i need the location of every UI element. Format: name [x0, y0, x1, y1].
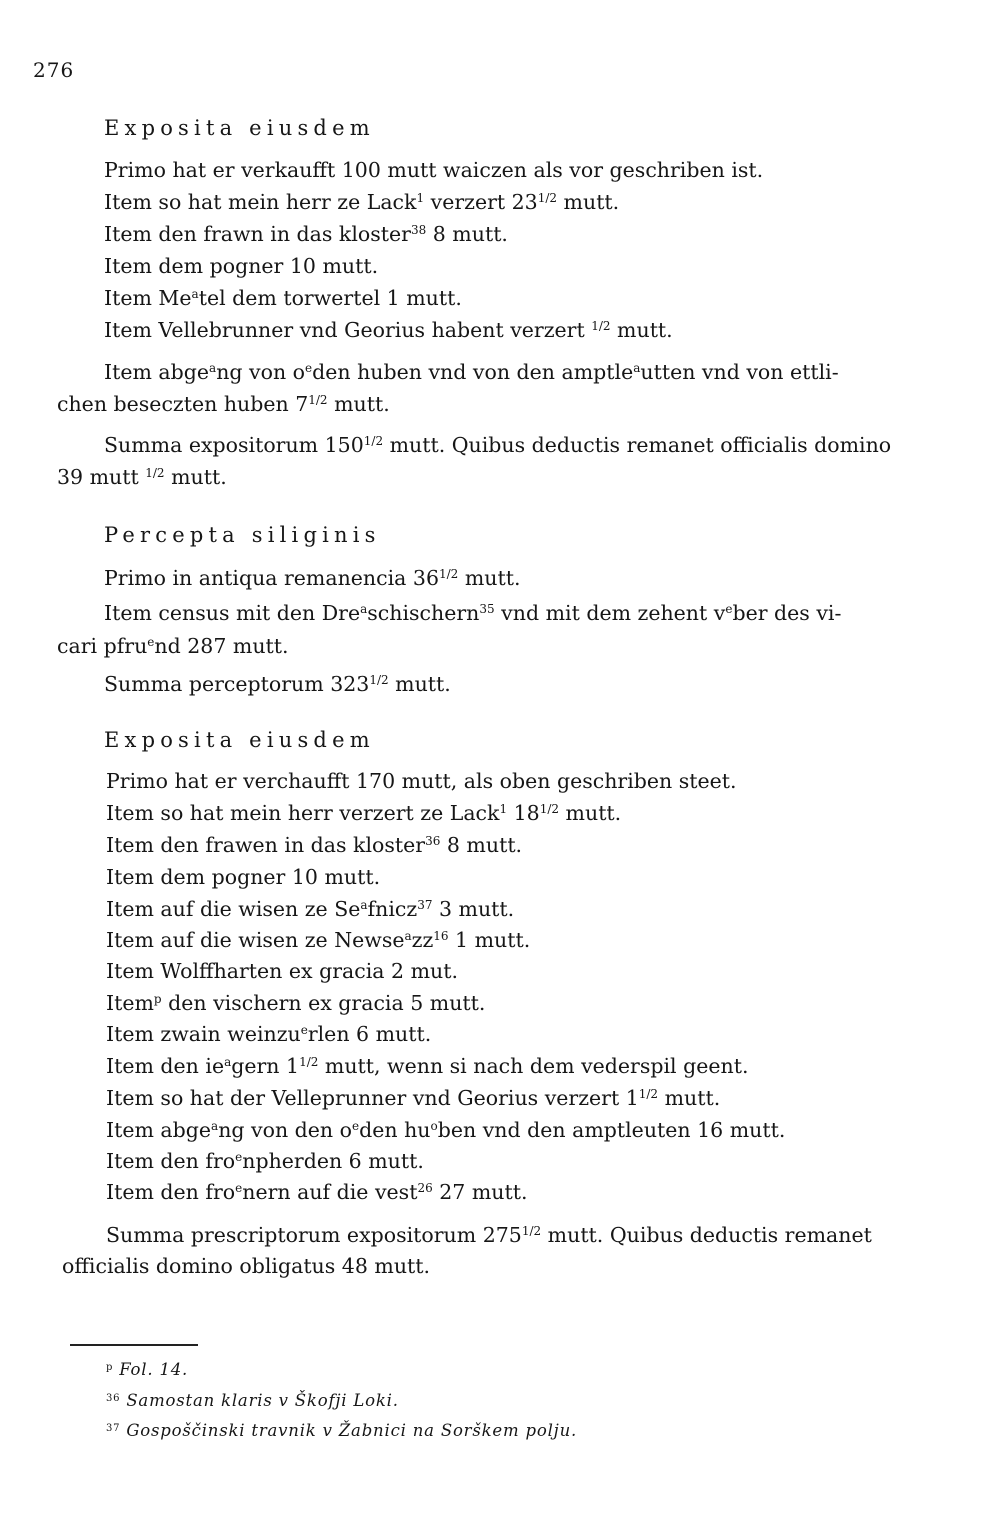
line-text: Item dem pogner 10 mutt. — [106, 865, 381, 889]
text-line — [104, 318, 673, 342]
superscript: a — [211, 1119, 219, 1133]
line-text: Item so hat mein herr verzert ze Lack — [106, 801, 500, 825]
superscript: o — [430, 1119, 438, 1133]
line-text: mutt. — [658, 1086, 721, 1110]
line-text: zz — [411, 928, 434, 952]
text-line — [106, 959, 458, 983]
section-heading: Percepta siliginis — [104, 523, 381, 547]
line-text: ben vnd den amptleuten 16 mutt. — [437, 1118, 786, 1142]
superscript: 36 — [425, 834, 441, 848]
line-text: Item census mit den Dre — [104, 601, 361, 625]
superscript: a — [209, 361, 217, 375]
line-text: 8 mutt. — [426, 222, 508, 246]
line-text: mutt. — [164, 465, 227, 489]
text-line — [104, 360, 839, 384]
line-text: Item den fro — [106, 1180, 236, 1204]
line-text: ng von o — [216, 360, 306, 384]
superscript: p — [153, 992, 162, 1006]
line-text: Item den frawn in das kloster — [104, 222, 411, 246]
text-line — [106, 1180, 527, 1204]
text-line — [106, 833, 522, 857]
line-text: Item abge — [104, 360, 210, 384]
page-number: 276 — [33, 58, 75, 82]
text-line — [106, 1223, 872, 1247]
superscript: a — [360, 602, 368, 616]
line-text: ng von den o — [218, 1118, 352, 1142]
text-line — [106, 769, 737, 793]
line-text: nern auf die vest — [242, 1180, 418, 1204]
line-text: verzert 23 — [424, 190, 538, 214]
line-text: Item so hat mein herr ze Lack — [104, 190, 417, 214]
line-text: Item Wolffharten ex gracia 2 mut. — [106, 959, 458, 983]
line-text: Item dem pogner 10 mutt. — [104, 254, 379, 278]
line-text: nd 287 mutt. — [154, 634, 289, 658]
superscript: 26 — [417, 1181, 433, 1195]
text-line — [106, 801, 621, 825]
line-text: mutt. Quibus deductis remanet officialis domino — [383, 433, 892, 457]
superscript: 1/2 — [439, 567, 459, 581]
line-text: Item den fro — [106, 1149, 236, 1173]
text-line — [57, 634, 289, 658]
text-line — [104, 286, 462, 310]
line-text: 39 mutt — [57, 465, 146, 489]
superscript: e — [235, 1181, 243, 1195]
line-text: officialis domino obligatus 48 mutt. — [62, 1254, 431, 1278]
line-text: Item auf die wisen ze Se — [106, 897, 361, 921]
line-text: mutt. Quibus deductis remanet — [541, 1223, 872, 1247]
superscript: a — [633, 361, 641, 375]
line-text: cari pfru — [57, 634, 148, 658]
line-text: Summa expositorum 150 — [104, 433, 364, 457]
line-text: mutt. — [388, 672, 451, 696]
text-line — [104, 254, 378, 278]
superscript: 1/2 — [308, 393, 328, 407]
text-line — [57, 392, 390, 416]
text-line — [106, 1118, 785, 1142]
text-line — [106, 1054, 748, 1078]
text-line — [106, 1022, 431, 1046]
superscript: 1/2 — [638, 1087, 659, 1101]
superscript: 1/2 — [145, 466, 165, 480]
superscript: 1/2 — [299, 1055, 319, 1069]
line-text: Item abge — [106, 1118, 212, 1142]
line-text: Primo in antiqua remanencia 36 — [104, 566, 439, 590]
superscript: e — [300, 1023, 308, 1037]
line-text: vnd mit dem zehent v — [494, 601, 726, 625]
line-text: Summa perceptorum 323 — [104, 672, 370, 696]
line-text: npherden 6 mutt. — [242, 1149, 424, 1173]
line-text: den vischern ex gracia 5 mutt. — [161, 991, 486, 1015]
line-text: mutt. — [557, 190, 620, 214]
line-text: Summa prescriptorum expositorum 275 — [106, 1223, 522, 1247]
line-text: tel dem torwertel 1 mutt. — [198, 286, 462, 310]
text-line — [106, 897, 514, 921]
text-line — [106, 1086, 720, 1110]
section-heading: Exposita eiusdem — [104, 116, 375, 140]
superscript: 1/2 — [521, 1224, 542, 1238]
superscript: 1/2 — [369, 673, 389, 687]
line-text: 18 — [507, 801, 540, 825]
line-text: schischern — [367, 601, 480, 625]
text-line — [104, 601, 841, 625]
line-text: mutt, wenn si nach dem vederspil geent. — [318, 1054, 749, 1078]
line-text: fnicz — [367, 897, 418, 921]
line-text: Item den ie — [106, 1054, 225, 1078]
line-text: 1 mutt. — [448, 928, 531, 952]
line-text: utten vnd von ettli- — [640, 360, 839, 384]
line-text: Primo hat er verkaufft 100 mutt waiczen als vor geschriben ist. — [104, 158, 764, 182]
section-heading: Exposita eiusdem — [104, 728, 375, 752]
text-line — [104, 566, 520, 590]
text-line — [62, 1254, 430, 1278]
line-text: 8 mutt. — [440, 833, 523, 857]
superscript: e — [147, 635, 155, 649]
line-text: Primo hat er verchaufft 170 mutt, als oben geschriben steet. — [106, 769, 737, 793]
text-line — [104, 190, 619, 214]
line-text: ber des vi- — [732, 601, 842, 625]
superscript: a — [404, 929, 412, 943]
line-text: rlen 6 mutt. — [307, 1022, 432, 1046]
line-text: Item auf die wisen ze Newse — [106, 928, 405, 952]
line-text: Item Vellebrunner vnd Georius habent verzert — [104, 318, 592, 342]
superscript: e — [235, 1150, 243, 1164]
text-line — [104, 158, 763, 182]
superscript: 1/2 — [591, 319, 611, 333]
footnote: $^{36}$ Samostan klaris v Škofji Loki. — [106, 1391, 399, 1410]
superscript: e — [305, 361, 313, 375]
superscript: e — [352, 1119, 360, 1133]
superscript: 1/2 — [537, 191, 558, 205]
footnote: $^p$ Fol. 14. — [106, 1360, 189, 1379]
line-text: den huben vnd von den amptle — [312, 360, 634, 384]
line-text: mutt. — [327, 392, 390, 416]
line-text: Item den frawen in das kloster — [106, 833, 426, 857]
superscript: 37 — [417, 898, 433, 912]
superscript: 1/2 — [363, 434, 384, 448]
text-line — [106, 1149, 424, 1173]
superscript: 16 — [433, 929, 449, 943]
line-text: den hu — [359, 1118, 431, 1142]
text-line — [57, 465, 227, 489]
footnote: $^{37}$ Gospoščinski travnik v Žabnici na Sorškem polju. — [106, 1421, 578, 1440]
text-line — [104, 222, 508, 246]
line-text: mutt. — [610, 318, 673, 342]
line-text: mutt. — [458, 566, 521, 590]
line-text: Item so hat der Velleprunner vnd Georius verzert 1 — [106, 1086, 639, 1110]
line-text: chen beseczten huben 7 — [57, 392, 309, 416]
superscript: a — [360, 898, 368, 912]
superscript: a — [224, 1055, 232, 1069]
text-line — [104, 433, 891, 457]
superscript: 1 — [416, 191, 425, 205]
line-text: Item Me — [104, 286, 192, 310]
superscript: 38 — [410, 223, 427, 237]
text-line — [104, 672, 451, 696]
text-line — [106, 928, 530, 952]
line-text: mutt. — [559, 801, 622, 825]
text-line — [106, 991, 485, 1015]
superscript: 35 — [479, 602, 495, 616]
line-text: Item zwain weinzu — [106, 1022, 301, 1046]
line-text: gern 1 — [231, 1054, 300, 1078]
line-text: 3 mutt. — [432, 897, 515, 921]
superscript: 1 — [499, 802, 508, 816]
superscript: 1/2 — [539, 802, 560, 816]
text-line — [106, 865, 380, 889]
line-text: 27 mutt. — [432, 1180, 528, 1204]
superscript: a — [191, 287, 199, 301]
line-text: Item — [106, 991, 154, 1015]
superscript: e — [725, 602, 733, 616]
footnote-rule — [70, 1344, 198, 1346]
